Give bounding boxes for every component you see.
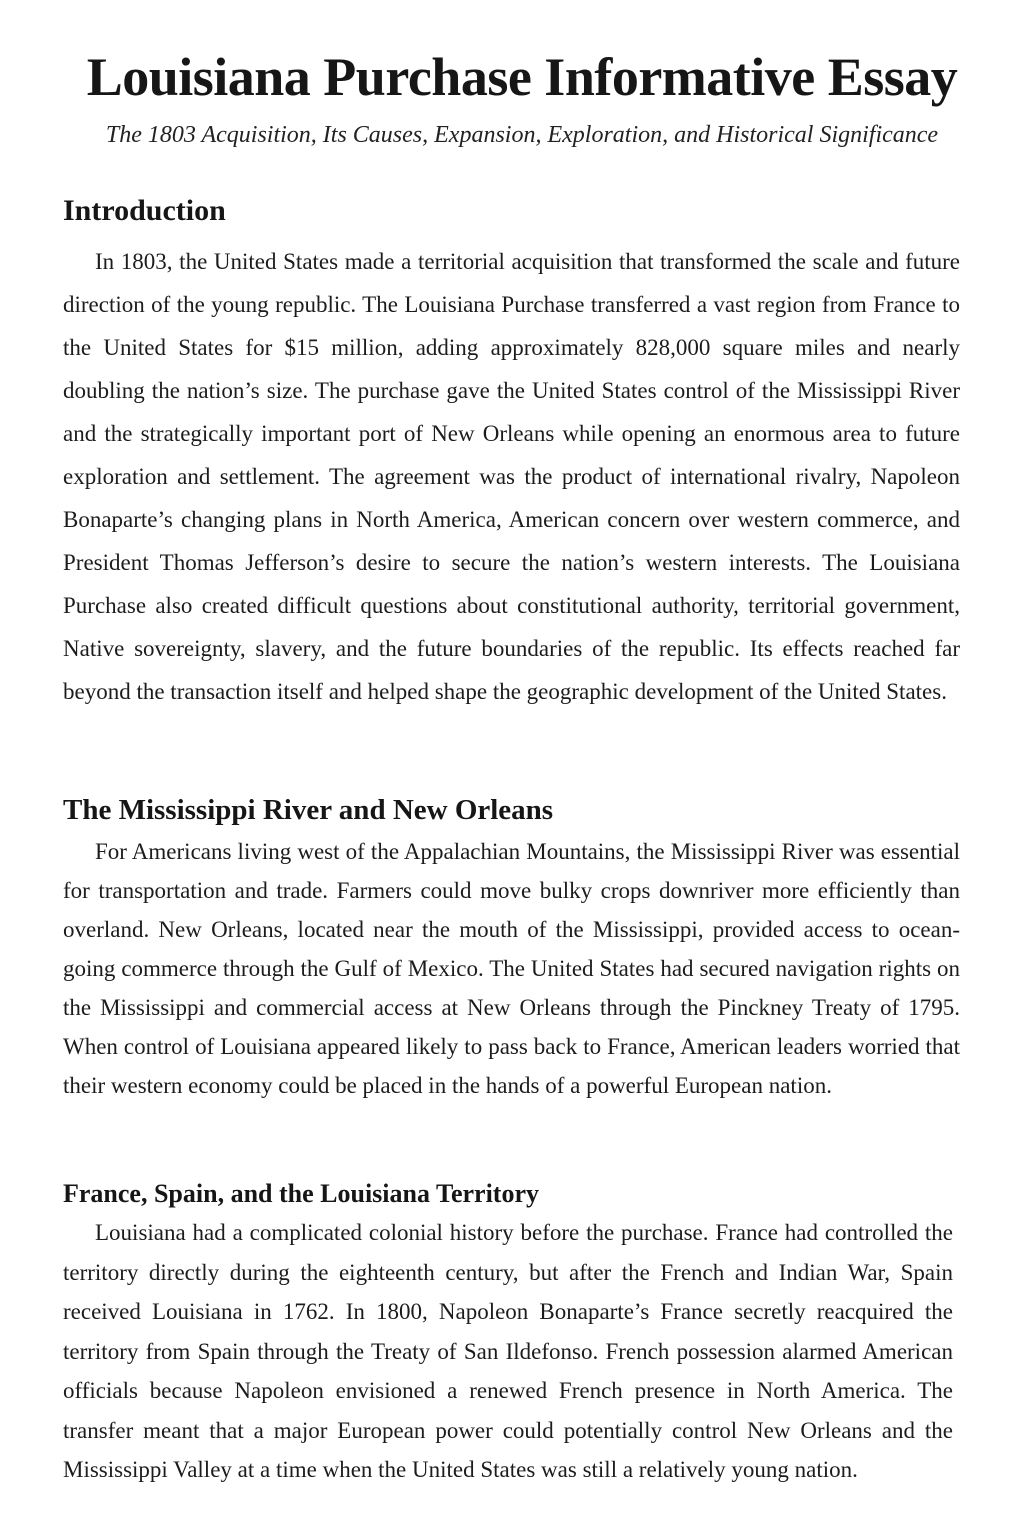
section-paragraph: For Americans living west of the Appalachian Mountains, the Mississippi River was essential for transportation and trade. Farmers could move bulky crops downriver more efficiently than overland. New Orleans, located near the mouth of the Mississippi, provided access to ocean-going commerce through the Gulf of Mexico. The United States had secured navigation rights on the Mississippi and commercial access at New Orleans through the Pinckney Treaty of 1795. When control of Louisiana appeared likely to pass back to France, American leaders worried that their western economy could be placed in the hands of a powerful European nation. bbox=[63, 839, 960, 1098]
section-paragraph: In 1803, the United States made a territorial acquisition that transformed the scale and future direction of the young republic. The Louisiana Purchase transferred a vast region from France to the United States for $15 million, adding approximately 828,000 square miles and nearly doubling the nation’s size. The purchase gave the United States control of the Mississippi River and the strategically important port of New Orleans while opening an enormous area to future exploration and settlement. The agreement was the product of international rivalry, Napoleon Bonaparte’s changing plans in North America, American concern over western commerce, and President Thomas Jefferson’s desire to secure the nation’s western interests. The Louisiana Purchase also created difficult questions about constitutional authority, territorial government, Native sovereignty, slavery, and the future boundaries of the republic. Its effects reached far beyond the transaction itself and helped shape the geographic development of the United States. bbox=[63, 249, 960, 704]
section-introduction bbox=[63, 190, 960, 713]
document-subtitle: The 1803 Acquisition, Its Causes, Expansion, Exploration, and Historical Significance bbox=[105, 122, 939, 148]
section-heading: The Mississippi River and New Orleans bbox=[63, 794, 554, 826]
section-paragraph: Louisiana had a complicated colonial history before the purchase. France had controlled the territory directly during the eighteenth century, but after the French and Indian War, Spain received Louisiana in 1762. In 1800, Napoleon Bonaparte’s France secretly reacquired the territory from Spain through the Treaty of San Ildefonso. French possession alarmed American officials because Napoleon envisioned a renewed French presence in North America. The transfer meant that a major European power could potentially control New Orleans and the Mississippi Valley at a time when the United States was still a relatively young nation. bbox=[63, 1220, 953, 1482]
section-mississippi-river bbox=[63, 790, 960, 1105]
section-france-spain bbox=[63, 1175, 953, 1490]
section-heading: France, Spain, and the Louisiana Territory bbox=[63, 1179, 539, 1208]
section-heading: Introduction bbox=[63, 194, 226, 227]
document-title: Louisiana Purchase Informative Essay bbox=[86, 47, 958, 107]
